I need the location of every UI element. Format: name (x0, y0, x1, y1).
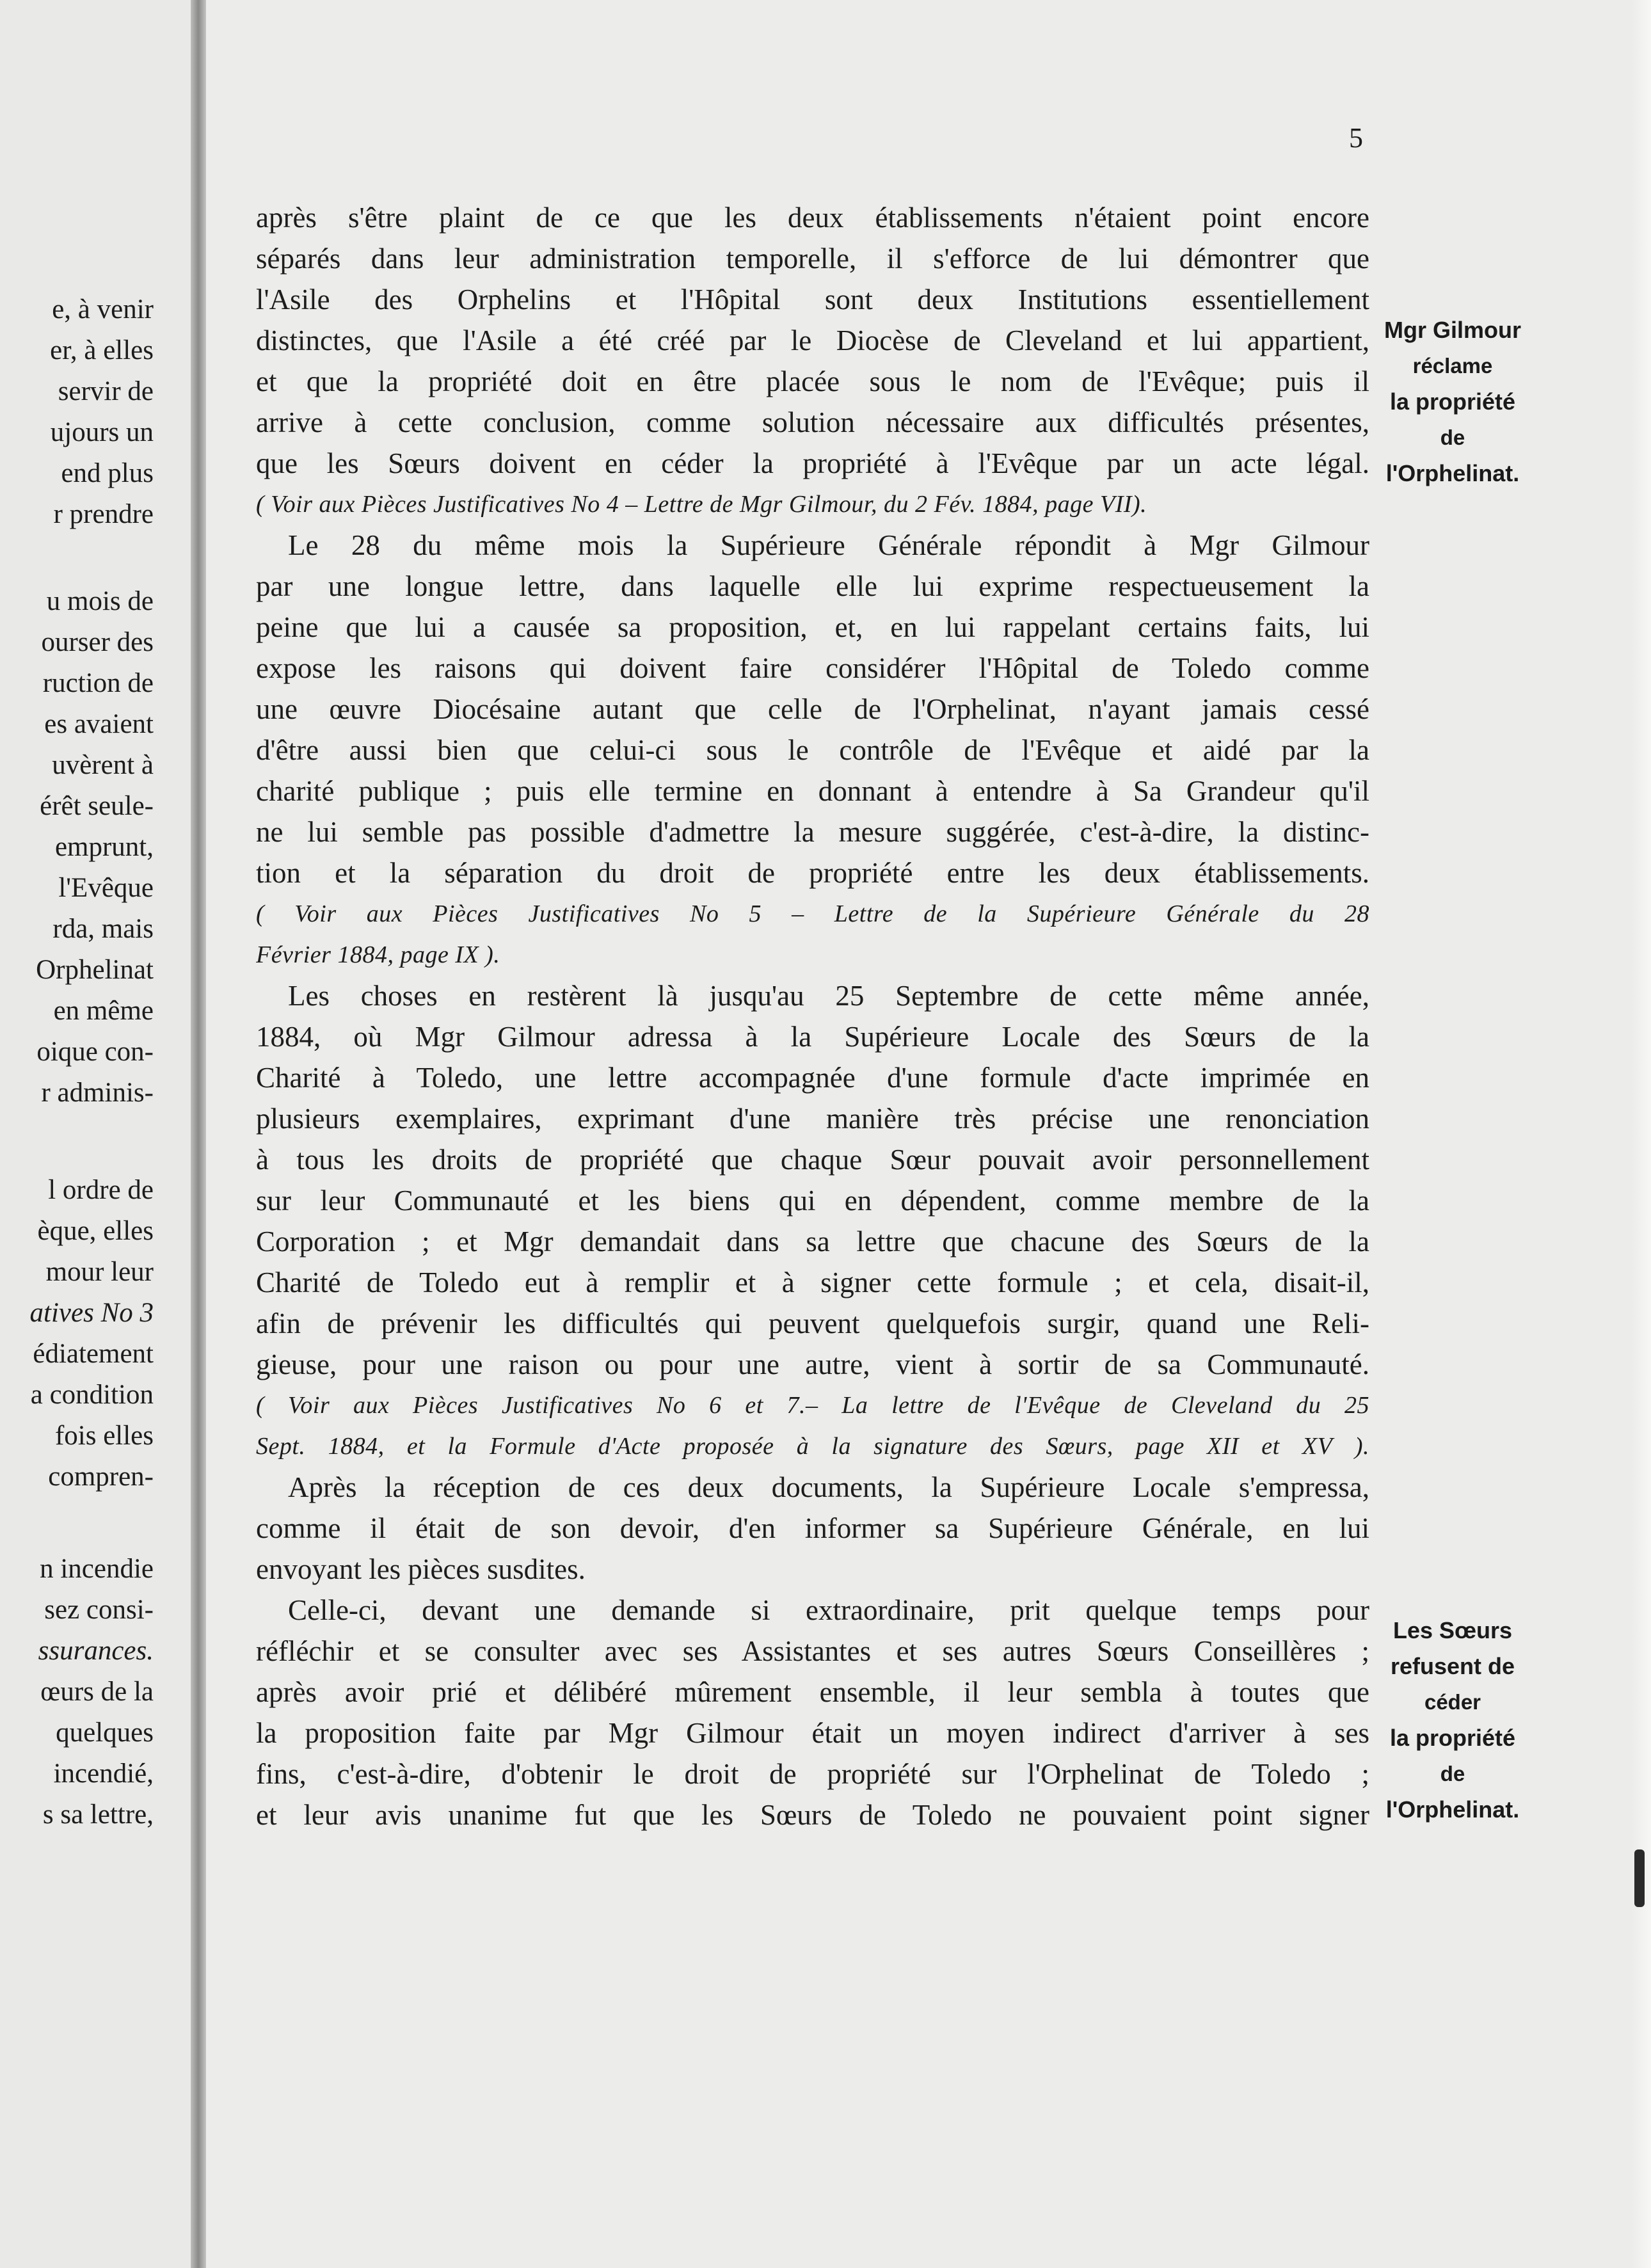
margin-note-line: réclame (1412, 354, 1493, 378)
facing-page-line: a condition (30, 1380, 154, 1410)
facing-page-line: èque, elles (37, 1216, 154, 1246)
facing-page-line: fois elles (54, 1421, 154, 1451)
paragraph-5 (256, 1590, 1369, 1835)
reference-note: ( Voir aux Pièces Justificatives No 5 – Lettre de la Supérieure Générale du 28 (256, 900, 1369, 927)
facing-page-line: atives No 3 (29, 1298, 154, 1328)
text-line: et que la propriété doit en être placée sous le nom de l'Evêque; puis il (256, 365, 1369, 397)
margin-note-line: céder (1424, 1690, 1481, 1714)
facing-page-line: compren- (48, 1462, 154, 1492)
text-line: Après la réception de ces deux documents, la Supérieure Locale s'empressa, (288, 1471, 1369, 1503)
text-line: tion et la séparation du droit de propriété entre les deux établissements. (256, 857, 1369, 889)
facing-page-line: servir de (58, 376, 154, 406)
text-line: d'être aussi bien que celui-ci sous le contrôle de l'Evêque et aidé par la (256, 734, 1369, 766)
text-line: fins, c'est-à-dire, d'obtenir le droit de propriété sur l'Orphelinat de Toledo ; (256, 1758, 1369, 1790)
reference-note: ( Voir aux Pièces Justificatives No 6 et 7.– La lettre de l'Evêque de Cleveland du 25 (256, 1392, 1369, 1419)
text-line: Corporation ; et Mgr demandait dans sa lettre que chacune des Sœurs de la (256, 1226, 1369, 1258)
margin-note-line: la propriété (1389, 1725, 1516, 1751)
facing-page-line: Orphelinat (36, 955, 154, 985)
facing-page-line: quelques (56, 1718, 154, 1748)
text-line: séparés dans leur administration temporelle, il s'efforce de lui démontrer que (256, 243, 1369, 275)
facing-page (0, 0, 191, 2268)
margin-note-line: Mgr Gilmour (1384, 317, 1521, 343)
margin-note-line: Les Sœurs (1392, 1617, 1513, 1643)
facing-page-line: édiatement (33, 1339, 154, 1369)
text-line: Celle-ci, devant une demande si extraordinaire, prit quelque temps pour (288, 1594, 1369, 1626)
text-line: après avoir prié et délibéré mûrement ensemble, il leur sembla à toutes que (256, 1676, 1369, 1708)
facing-page-line: érêt seule- (40, 791, 154, 821)
reference-note: Février 1884, page IX ). (256, 941, 500, 968)
text-line: distinctes, que l'Asile a été créé par le Diocèse de Cleveland et lui appartient, (256, 324, 1369, 356)
text-line: l'Asile des Orphelins et l'Hôpital sont deux Institutions essentiellement (256, 284, 1369, 315)
page-number: 5 (1349, 122, 1363, 154)
text-line: gieuse, pour une raison ou pour une autre, vient à sortir de sa Communauté. (256, 1348, 1369, 1380)
text-line: afin de prévenir les difficultés qui peuvent quelquefois surgir, quand une Reli- (256, 1307, 1369, 1339)
main-text (256, 197, 1369, 1835)
facing-page-line: en même (53, 996, 154, 1026)
margin-note-line: de (1440, 1762, 1465, 1785)
text-line: par une longue lettre, dans laquelle elle lui exprime respectueusement la (256, 570, 1369, 602)
margin-note-line: refusent de (1390, 1653, 1515, 1679)
facing-page-line: end plus (61, 458, 154, 488)
paragraph-2 (256, 525, 1369, 975)
facing-page-line: s sa lettre, (42, 1800, 154, 1830)
text-line: envoyant les pièces susdites. (256, 1553, 586, 1585)
text-line: à tous les droits de propriété que chaque Sœur pouvait avoir personnellement (256, 1144, 1369, 1176)
margin-note-refusal (1369, 1613, 1536, 1828)
facing-page-line: l ordre de (48, 1175, 154, 1205)
paragraph-1 (256, 197, 1369, 525)
text-line: une œuvre Diocésaine autant que celle de l'Orphelinat, n'ayant jamais cessé (256, 693, 1369, 725)
text-line: charité publique ; puis elle termine en donnant à entendre à Sa Grandeur qu'il (256, 775, 1369, 807)
margin-note-line: l'Orphelinat. (1385, 460, 1520, 486)
text-line: Le 28 du même mois la Supérieure Générale répondit à Mgr Gilmour (288, 529, 1369, 561)
facing-page-line: ruction de (42, 668, 154, 698)
facing-page-line: ourser des (41, 627, 154, 657)
text-line: après s'être plaint de ce que les deux établissements n'étaient point encore (256, 202, 1369, 234)
facing-page-line: ujours un (50, 417, 154, 447)
margin-note-line: de (1440, 426, 1465, 449)
margin-note-gilmour (1369, 312, 1536, 491)
margin-note-line: la propriété (1389, 388, 1516, 415)
facing-page-line: oique con- (36, 1037, 154, 1067)
facing-page-line: emprunt, (54, 832, 154, 862)
text-line: ne lui semble pas possible d'admettre la mesure suggérée, c'est-à-dire, la distinc- (256, 816, 1369, 848)
text-line: Charité de Toledo eut à remplir et à signer cette formule ; et cela, disait-il, (256, 1266, 1369, 1298)
paragraph-4 (256, 1467, 1369, 1590)
text-line: que les Sœurs doivent en céder la propriété à l'Evêque par un acte légal. (256, 447, 1369, 479)
text-line: Charité à Toledo, une lettre accompagnée d'une formule d'acte imprimée en (256, 1062, 1369, 1094)
facing-page-line: l'Evêque (58, 873, 154, 903)
reference-note: Sept. 1884, et la Formule d'Acte proposée à la signature des Sœurs, page XII et XV ). (256, 1433, 1369, 1460)
facing-page-line: œurs de la (40, 1677, 154, 1707)
book-gutter (191, 0, 206, 2268)
paragraph-3 (256, 975, 1369, 1467)
text-line: expose les raisons qui doivent faire considérer l'Hôpital de Toledo comme (256, 652, 1369, 684)
text-line: la proposition faite par Mgr Gilmour était un moyen indirect d'arriver à ses (256, 1717, 1369, 1749)
text-line: peine que lui a causée sa proposition, et, en lui rappelant certains faits, lui (256, 611, 1369, 643)
facing-page-line: sez consi- (44, 1595, 154, 1625)
facing-page-line: u mois de (46, 586, 154, 616)
text-line: plusieurs exemplaires, exprimant d'une manière très précise une renonciation (256, 1103, 1369, 1135)
text-line: réfléchir et se consulter avec ses Assistantes et ses autres Sœurs Conseillères ; (256, 1635, 1369, 1667)
text-line: comme il était de son devoir, d'en informer sa Supérieure Générale, en lui (256, 1512, 1369, 1544)
text-line: et leur avis unanime fut que les Sœurs de Toledo ne pouvaient point signer (256, 1799, 1369, 1831)
reference-note: ( Voir aux Pièces Justificatives No 4 – Lettre de Mgr Gilmour, du 2 Fév. 1884, page VII). (256, 491, 1147, 518)
facing-page-line: uvèrent à (52, 750, 154, 780)
facing-page-line: ssurances. (38, 1636, 154, 1666)
text-line: 1884, où Mgr Gilmour adressa à la Supérieure Locale des Sœurs de la (256, 1021, 1369, 1053)
facing-page-line: es avaient (44, 709, 154, 739)
margin-note-line: l'Orphelinat. (1385, 1796, 1520, 1823)
facing-page-line: r adminis- (41, 1078, 154, 1108)
facing-page-line: er, à elles (50, 335, 154, 365)
facing-page-line: r prendre (53, 499, 154, 529)
facing-page-line: e, à venir (52, 294, 154, 324)
facing-page-line: n incendie (40, 1554, 154, 1584)
text-line: sur leur Communauté et les biens qui en dépendent, comme membre de la (256, 1185, 1369, 1217)
facing-page-line: incendié, (53, 1759, 154, 1789)
facing-page-line: rda, mais (52, 914, 154, 944)
facing-page-line: mour leur (45, 1257, 154, 1287)
text-line: arrive à cette conclusion, comme solution nécessaire aux difficultés présentes, (256, 406, 1369, 438)
text-line: Les choses en restèrent là jusqu'au 25 Septembre de cette même année, (288, 980, 1369, 1012)
page-edge-mark (1634, 1849, 1645, 1907)
page-edge (1632, 0, 1651, 2268)
